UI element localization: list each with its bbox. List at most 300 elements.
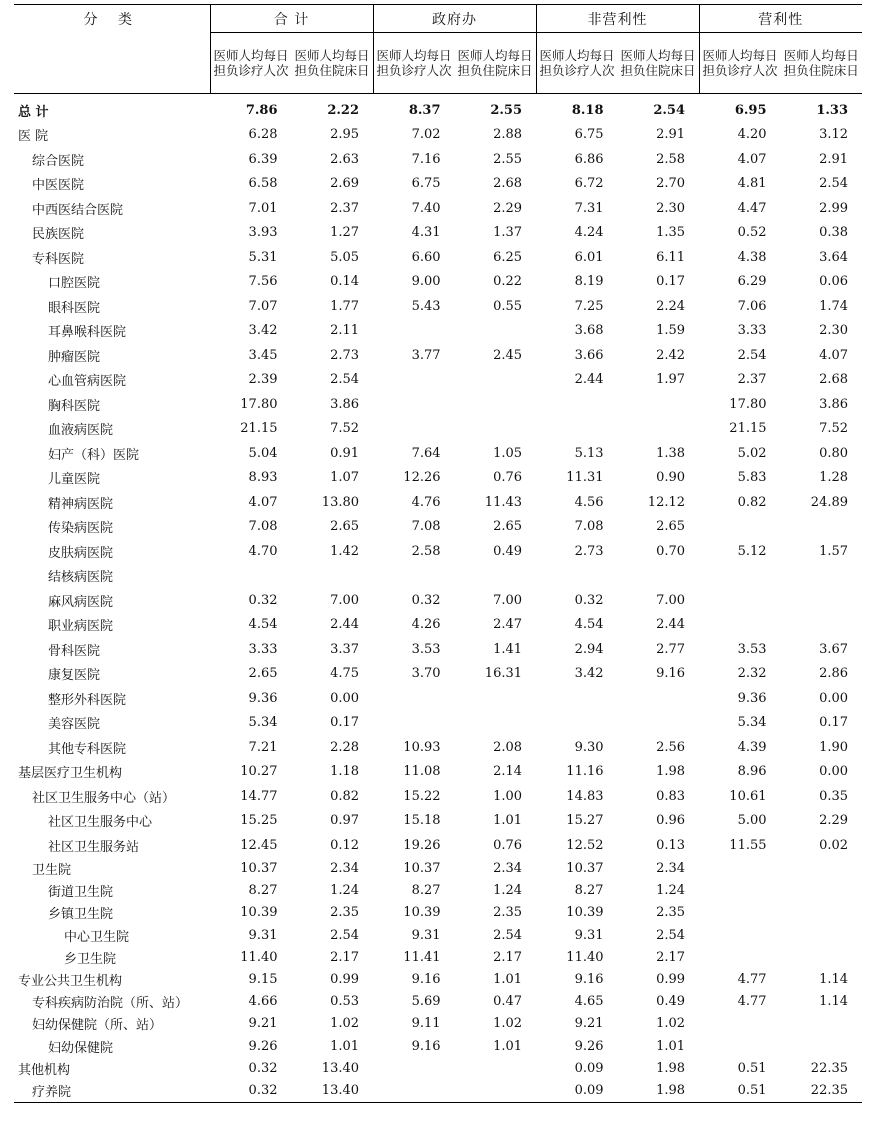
cell-beddays-per-day: 0.76 (493, 470, 523, 486)
cell-beddays-per-day: 2.37 (330, 200, 360, 216)
cell-visits-per-day: 12.45 (240, 837, 278, 853)
table-row (14, 368, 862, 393)
row-category-label: 基层医疗卫生机构 (18, 766, 123, 782)
cell-beddays-per-day: 0.96 (656, 813, 686, 829)
cell-visits-per-day: 5.83 (737, 470, 767, 486)
cell-beddays-per-day (618, 564, 700, 589)
cell-visits-per-day: 8.19 (574, 274, 604, 290)
cell-visits-per-day: 7.40 (411, 200, 441, 216)
cell-visits-per-day: 4.54 (248, 617, 278, 633)
table-row (14, 1035, 862, 1057)
cell-beddays-per-day (618, 711, 700, 736)
row-category-label: 儿童医院 (48, 472, 101, 488)
cell-visits-per-day (699, 564, 781, 589)
row-category-label: 中西医结合医院 (32, 202, 124, 218)
cell-beddays-per-day (781, 1035, 863, 1057)
cell-beddays-per-day: 2.77 (656, 641, 686, 657)
cell-visits-per-day: 2.94 (574, 641, 604, 657)
cell-beddays-per-day: 5.05 (330, 249, 360, 265)
cell-beddays-per-day: 3.37 (330, 641, 360, 657)
row-category-label: 结核病医院 (48, 570, 114, 586)
row-category-label: 卫生院 (32, 863, 72, 879)
cell-beddays-per-day: 2.42 (656, 347, 686, 363)
cell-beddays-per-day (781, 564, 863, 589)
cell-visits-per-day: 3.53 (737, 641, 767, 657)
cell-beddays-per-day: 2.29 (819, 813, 849, 829)
cell-beddays-per-day: 7.52 (819, 421, 849, 437)
table-row (14, 319, 862, 344)
cell-visits-per-day: 6.01 (574, 249, 604, 265)
cell-beddays-per-day (455, 711, 537, 736)
subheader-beddays: 医师人均每日担负住院床日 (620, 48, 696, 78)
cell-visits-per-day: 10.39 (240, 905, 278, 921)
cell-visits-per-day: 7.64 (411, 445, 441, 461)
cell-visits-per-day: 9.36 (737, 690, 767, 706)
cell-beddays-per-day: 0.38 (819, 225, 849, 241)
table-row (14, 735, 862, 760)
cell-visits-per-day: 6.28 (248, 127, 278, 143)
table-row (14, 968, 862, 990)
cell-visits-per-day: 4.70 (248, 543, 278, 559)
row-category-label: 街道卫生院 (48, 885, 114, 901)
table-row (14, 94, 862, 123)
cell-visits-per-day: 9.15 (248, 972, 278, 988)
row-category-label: 社区卫生服务站 (48, 839, 140, 855)
cell-beddays-per-day: 7.00 (493, 592, 523, 608)
cell-beddays-per-day (781, 1013, 863, 1035)
cell-beddays-per-day: 2.70 (656, 176, 686, 192)
cell-visits-per-day (373, 319, 455, 344)
cell-visits-per-day (210, 564, 292, 589)
cell-visits-per-day: 8.18 (571, 102, 604, 118)
table-row (14, 833, 862, 858)
cell-beddays-per-day: 0.00 (330, 690, 360, 706)
cell-beddays-per-day: 1.24 (656, 883, 686, 899)
cell-visits-per-day (536, 564, 618, 589)
cell-visits-per-day: 6.95 (734, 102, 767, 118)
cell-beddays-per-day: 2.54 (330, 927, 360, 943)
cell-beddays-per-day: 2.30 (656, 200, 686, 216)
cell-visits-per-day: 8.27 (248, 883, 278, 899)
cell-beddays-per-day: 2.95 (330, 127, 360, 143)
cell-beddays-per-day: 2.69 (330, 176, 360, 192)
cell-visits-per-day (536, 711, 618, 736)
cell-visits-per-day: 4.20 (737, 127, 767, 143)
cell-beddays-per-day: 1.98 (618, 1079, 700, 1102)
cell-beddays-per-day (455, 1079, 537, 1102)
cell-visits-per-day: 7.31 (574, 200, 604, 216)
cell-visits-per-day: 11.40 (240, 949, 278, 965)
cell-beddays-per-day (781, 613, 863, 638)
cell-beddays-per-day: 4.07 (819, 347, 849, 363)
cell-visits-per-day: 0.32 (248, 1060, 278, 1076)
cell-visits-per-day: 5.31 (248, 249, 278, 265)
cell-visits-per-day: 10.37 (566, 861, 604, 877)
cell-beddays-per-day: 2.73 (330, 347, 360, 363)
row-category-label: 整形外科医院 (48, 692, 127, 708)
cell-beddays-per-day: 2.54 (493, 927, 523, 943)
table-row (14, 245, 862, 270)
row-category-label: 总 计 (18, 104, 49, 120)
cell-beddays-per-day (455, 392, 537, 417)
cell-visits-per-day: 0.32 (248, 592, 278, 608)
cell-beddays-per-day: 16.31 (484, 666, 523, 682)
cell-visits-per-day: 2.39 (248, 372, 278, 388)
table-row (14, 441, 862, 466)
cell-visits-per-day: 9.31 (248, 927, 278, 943)
cell-visits-per-day: 8.93 (248, 470, 278, 486)
cell-beddays-per-day: 1.97 (656, 372, 686, 388)
cell-visits-per-day: 4.66 (248, 994, 278, 1010)
cell-beddays-per-day: 2.88 (493, 127, 523, 143)
table-row (14, 466, 862, 491)
cell-beddays-per-day: 1.02 (330, 1016, 360, 1032)
table-row (14, 294, 862, 319)
cell-beddays-per-day: 1.02 (493, 1016, 523, 1032)
cell-beddays-per-day: 4.75 (330, 666, 360, 682)
row-category-label: 妇产（科）医院 (48, 447, 140, 463)
table-row (14, 1057, 862, 1079)
cell-visits-per-day: 9.21 (574, 1016, 604, 1032)
cell-beddays-per-day: 0.97 (330, 813, 360, 829)
cell-beddays-per-day: 1.33 (816, 102, 849, 118)
cell-visits-per-day: 15.18 (403, 813, 441, 829)
cell-visits-per-day: 5.69 (411, 994, 441, 1010)
cell-visits-per-day: 15.22 (403, 788, 441, 804)
cell-visits-per-day: 6.29 (737, 274, 767, 290)
cell-visits-per-day: 7.02 (411, 127, 441, 143)
cell-beddays-per-day: 2.65 (493, 519, 523, 535)
cell-beddays-per-day (781, 924, 863, 946)
row-category-label: 精神病医院 (48, 496, 114, 512)
cell-beddays-per-day: 2.91 (819, 151, 849, 167)
cell-visits-per-day: 5.13 (574, 445, 604, 461)
cell-visits-per-day: 3.53 (411, 641, 441, 657)
cell-beddays-per-day: 2.17 (330, 949, 360, 965)
cell-visits-per-day: 19.26 (403, 837, 441, 853)
cell-beddays-per-day: 0.13 (656, 837, 686, 853)
cell-visits-per-day: 9.31 (411, 927, 441, 943)
cell-beddays-per-day: 7.00 (656, 592, 686, 608)
cell-beddays-per-day: 24.89 (810, 494, 849, 510)
cell-visits-per-day: 3.70 (411, 666, 441, 682)
cell-visits-per-day (373, 368, 455, 393)
cell-beddays-per-day: 0.49 (656, 994, 686, 1010)
cell-visits-per-day: 9.00 (411, 274, 441, 290)
cell-beddays-per-day: 1.02 (656, 1016, 686, 1032)
cell-beddays-per-day: 2.58 (656, 151, 686, 167)
cell-visits-per-day: 0.32 (210, 1079, 292, 1102)
cell-beddays-per-day: 2.68 (493, 176, 523, 192)
cell-visits-per-day: 3.77 (411, 347, 441, 363)
cell-visits-per-day: 9.21 (248, 1016, 278, 1032)
table-row (14, 880, 862, 902)
cell-visits-per-day: 10.27 (240, 764, 278, 780)
cell-visits-per-day (373, 392, 455, 417)
cell-beddays-per-day: 1.35 (656, 225, 686, 241)
cell-visits-per-day (699, 858, 781, 880)
row-category-label: 心血管病医院 (48, 374, 127, 390)
cell-beddays-per-day: 1.24 (493, 883, 523, 899)
cell-beddays-per-day: 1.38 (656, 445, 686, 461)
table-row (14, 991, 862, 1013)
cell-beddays-per-day: 2.54 (656, 927, 686, 943)
cell-visits-per-day (699, 924, 781, 946)
cell-visits-per-day: 9.16 (574, 972, 604, 988)
cell-beddays-per-day: 2.54 (330, 372, 360, 388)
cell-visits-per-day: 7.08 (248, 519, 278, 535)
cell-beddays-per-day: 0.17 (819, 715, 849, 731)
cell-beddays-per-day: 0.80 (819, 445, 849, 461)
cell-beddays-per-day: 0.14 (330, 274, 360, 290)
cell-beddays-per-day: 1.14 (819, 972, 849, 988)
cell-beddays-per-day: 2.29 (493, 200, 523, 216)
cell-beddays-per-day: 2.91 (656, 127, 686, 143)
cell-visits-per-day (373, 417, 455, 442)
cell-beddays-per-day: 3.86 (819, 396, 849, 412)
cell-beddays-per-day: 1.18 (330, 764, 360, 780)
cell-beddays-per-day (781, 946, 863, 968)
table-row (14, 637, 862, 662)
cell-beddays-per-day: 6.25 (493, 249, 523, 265)
cell-beddays-per-day: 2.56 (656, 739, 686, 755)
row-category-label: 康复医院 (48, 668, 101, 684)
cell-visits-per-day: 9.30 (574, 739, 604, 755)
table-row (14, 711, 862, 736)
cell-beddays-per-day: 0.17 (330, 715, 360, 731)
cell-visits-per-day: 6.75 (411, 176, 441, 192)
cell-beddays-per-day: 2.34 (493, 861, 523, 877)
cell-beddays-per-day: 2.44 (656, 617, 686, 633)
cell-beddays-per-day (455, 564, 537, 589)
cell-visits-per-day: 3.66 (574, 347, 604, 363)
cell-visits-per-day: 4.54 (574, 617, 604, 633)
table-row (14, 196, 862, 221)
cell-visits-per-day (373, 564, 455, 589)
cell-visits-per-day: 6.58 (248, 176, 278, 192)
row-category-label: 医 院 (18, 129, 49, 145)
cell-visits-per-day: 17.80 (240, 396, 278, 412)
cell-visits-per-day: 10.93 (403, 739, 441, 755)
table-row (14, 270, 862, 295)
cell-visits-per-day: 17.80 (729, 396, 767, 412)
row-category-label: 骨科医院 (48, 643, 101, 659)
cell-visits-per-day: 11.40 (566, 949, 604, 965)
table-row (14, 392, 862, 417)
cell-visits-per-day: 6.60 (411, 249, 441, 265)
subheader-beddays: 医师人均每日担负住院床日 (294, 48, 370, 78)
cell-beddays-per-day: 22.35 (781, 1079, 863, 1102)
cell-beddays-per-day: 1.77 (330, 298, 360, 314)
table-row (14, 613, 862, 638)
cell-beddays-per-day (455, 1057, 537, 1079)
row-category-label: 其他专科医院 (48, 741, 127, 757)
cell-visits-per-day: 6.86 (574, 151, 604, 167)
cell-beddays-per-day: 2.34 (330, 861, 360, 877)
table-row (14, 858, 862, 880)
table-row (14, 662, 862, 687)
cell-beddays-per-day: 3.64 (819, 249, 849, 265)
row-category-label: 社区卫生服务中心（站） (32, 790, 176, 806)
cell-beddays-per-day: 3.67 (819, 641, 849, 657)
cell-visits-per-day: 7.07 (248, 298, 278, 314)
table-body (14, 94, 862, 1103)
cell-beddays-per-day: 0.06 (819, 274, 849, 290)
cell-visits-per-day: 4.77 (737, 994, 767, 1010)
cell-visits-per-day: 10.61 (729, 788, 767, 804)
cell-visits-per-day: 0.52 (737, 225, 767, 241)
cell-beddays-per-day: 1.57 (819, 543, 849, 559)
cell-visits-per-day: 0.09 (574, 1060, 604, 1076)
row-category-label: 民族医院 (32, 227, 85, 243)
cell-visits-per-day (373, 686, 455, 711)
cell-beddays-per-day: 0.35 (819, 788, 849, 804)
row-category-label: 其他机构 (18, 1062, 71, 1078)
cell-visits-per-day: 6.39 (248, 151, 278, 167)
cell-beddays-per-day: 1.27 (330, 225, 360, 241)
table-row (14, 123, 862, 148)
cell-beddays-per-day: 0.91 (330, 445, 360, 461)
subheader-visits: 医师人均每日担负诊疗人次 (699, 33, 781, 94)
cell-visits-per-day: 10.37 (403, 861, 441, 877)
row-category-label: 美容医院 (48, 717, 101, 733)
cell-beddays-per-day: 0.00 (819, 690, 849, 706)
row-category-label: 中心卫生院 (64, 929, 130, 945)
cell-visits-per-day: 11.31 (566, 470, 604, 486)
cell-visits-per-day: 8.27 (411, 883, 441, 899)
cell-visits-per-day: 2.44 (574, 372, 604, 388)
row-category-label: 综合医院 (32, 153, 85, 169)
row-category-label: 妇幼保健院 (48, 1040, 114, 1056)
row-category-label: 乡镇卫生院 (48, 907, 114, 923)
cell-visits-per-day: 9.36 (248, 690, 278, 706)
cell-beddays-per-day: 1.07 (330, 470, 360, 486)
cell-visits-per-day: 5.02 (737, 445, 767, 461)
table-row (14, 902, 862, 924)
cell-beddays-per-day: 13.40 (321, 1060, 360, 1076)
subheader-visits: 医师人均每日担负诊疗人次 (536, 33, 618, 94)
row-category-label: 肿瘤医院 (48, 349, 101, 365)
cell-beddays-per-day (455, 686, 537, 711)
cell-visits-per-day: 4.26 (411, 617, 441, 633)
row-category-label: 专科疾病防治院（所、站） (32, 996, 189, 1012)
table-row (14, 539, 862, 564)
cell-visits-per-day: 5.04 (248, 445, 278, 461)
cell-visits-per-day: 0.82 (737, 494, 767, 510)
cell-visits-per-day: 9.16 (411, 972, 441, 988)
cell-beddays-per-day: 1.01 (330, 1038, 360, 1054)
cell-beddays-per-day: 0.00 (819, 764, 849, 780)
cell-visits-per-day: 7.01 (248, 200, 278, 216)
cell-beddays-per-day: 2.55 (493, 151, 523, 167)
cell-visits-per-day: 6.75 (574, 127, 604, 143)
physician-workload-table (14, 4, 862, 1103)
row-category-label: 口腔医院 (48, 276, 101, 292)
cell-visits-per-day: 8.27 (574, 883, 604, 899)
cell-visits-per-day: 3.33 (737, 323, 767, 339)
cell-visits-per-day: 11.55 (729, 837, 767, 853)
cell-beddays-per-day: 2.35 (493, 905, 523, 921)
cell-visits-per-day: 3.68 (574, 323, 604, 339)
cell-beddays-per-day: 13.40 (292, 1079, 374, 1102)
cell-beddays-per-day: 1.05 (493, 445, 523, 461)
cell-visits-per-day: 7.21 (248, 739, 278, 755)
cell-beddays-per-day: 2.17 (656, 949, 686, 965)
cell-beddays-per-day (292, 564, 374, 589)
cell-visits-per-day: 2.73 (574, 543, 604, 559)
cell-visits-per-day: 7.08 (411, 519, 441, 535)
cell-visits-per-day: 4.31 (411, 225, 441, 241)
cell-beddays-per-day: 1.98 (656, 1060, 686, 1076)
cell-beddays-per-day: 2.47 (493, 617, 523, 633)
cell-visits-per-day: 7.56 (248, 274, 278, 290)
table-row (14, 809, 862, 834)
cell-visits-per-day: 4.24 (574, 225, 604, 241)
row-category-label: 麻风病医院 (48, 594, 114, 610)
cell-visits-per-day: 5.34 (737, 715, 767, 731)
cell-beddays-per-day (618, 417, 700, 442)
cell-visits-per-day: 4.07 (737, 151, 767, 167)
cell-beddays-per-day: 2.34 (656, 861, 686, 877)
cell-beddays-per-day: 0.99 (656, 972, 686, 988)
cell-beddays-per-day: 1.37 (493, 225, 523, 241)
cell-visits-per-day: 5.12 (737, 543, 767, 559)
subheader-visits: 医师人均每日担负诊疗人次 (210, 33, 292, 94)
cell-visits-per-day (536, 392, 618, 417)
cell-beddays-per-day: 2.86 (819, 666, 849, 682)
table-row (14, 588, 862, 613)
row-category-label: 妇幼保健院（所、站） (32, 1018, 163, 1034)
cell-beddays-per-day (781, 588, 863, 613)
row-category-label: 传染病医院 (48, 521, 114, 537)
table-row (14, 1079, 862, 1102)
cell-beddays-per-day (781, 880, 863, 902)
cell-beddays-per-day: 7.52 (330, 421, 360, 437)
cell-beddays-per-day: 2.28 (330, 739, 360, 755)
cell-visits-per-day: 8.37 (408, 102, 441, 118)
cell-visits-per-day: 21.15 (240, 421, 278, 437)
cell-visits-per-day: 4.47 (737, 200, 767, 216)
cell-beddays-per-day (455, 319, 537, 344)
cell-visits-per-day: 2.54 (737, 347, 767, 363)
cell-visits-per-day (536, 417, 618, 442)
cell-beddays-per-day (455, 368, 537, 393)
cell-visits-per-day: 15.25 (240, 813, 278, 829)
cell-visits-per-day: 3.33 (248, 641, 278, 657)
cell-beddays-per-day: 1.98 (656, 764, 686, 780)
cell-visits-per-day (699, 902, 781, 924)
cell-visits-per-day: 7.16 (411, 151, 441, 167)
cell-beddays-per-day: 2.63 (330, 151, 360, 167)
cell-beddays-per-day: 11.43 (484, 494, 523, 510)
cell-beddays-per-day: 0.90 (656, 470, 686, 486)
row-category-label: 皮肤病医院 (48, 545, 114, 561)
cell-beddays-per-day: 0.70 (656, 543, 686, 559)
cell-beddays-per-day: 2.14 (493, 764, 523, 780)
cell-visits-per-day: 4.81 (737, 176, 767, 192)
cell-beddays-per-day (781, 902, 863, 924)
cell-visits-per-day: 8.96 (737, 764, 767, 780)
cell-beddays-per-day: 2.65 (656, 519, 686, 535)
cell-beddays-per-day: 1.59 (656, 323, 686, 339)
cell-beddays-per-day: 2.54 (653, 102, 686, 118)
cell-beddays-per-day: 0.22 (493, 274, 523, 290)
cell-beddays-per-day: 2.44 (330, 617, 360, 633)
cell-beddays-per-day: 2.54 (819, 176, 849, 192)
cell-beddays-per-day: 12.12 (647, 494, 686, 510)
cell-beddays-per-day: 13.80 (321, 494, 360, 510)
cell-visits-per-day: 10.39 (403, 905, 441, 921)
